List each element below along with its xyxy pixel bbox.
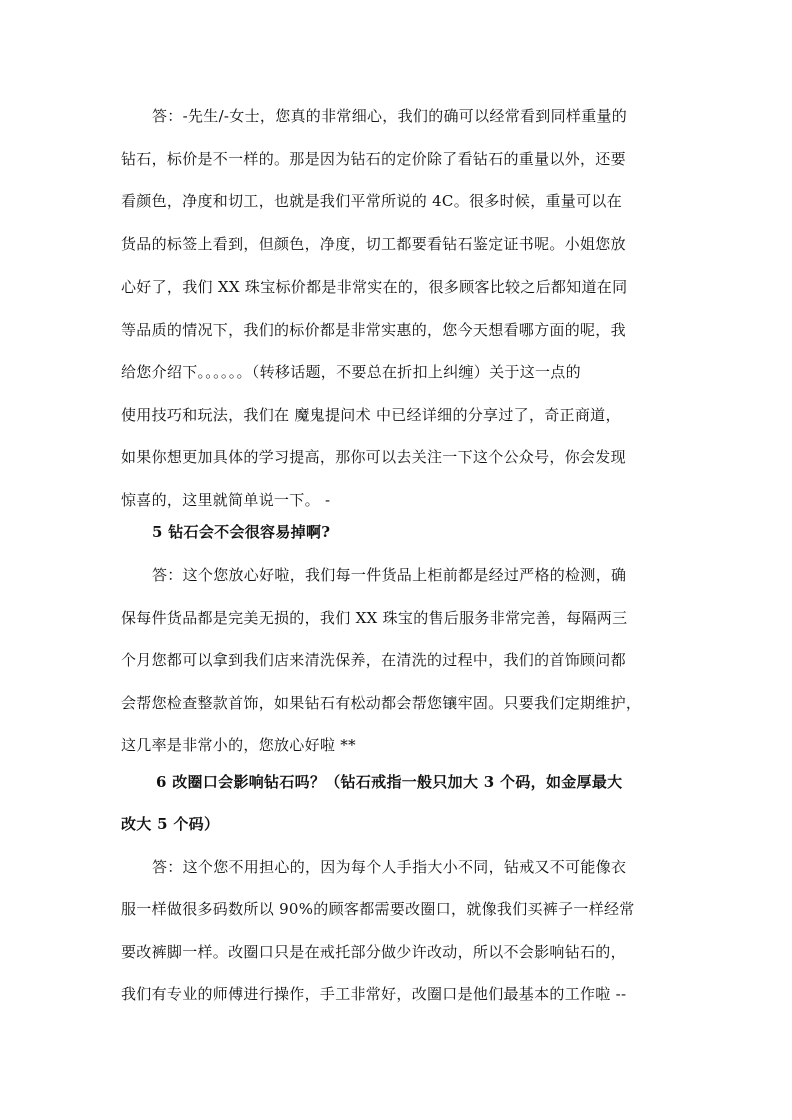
answer-4-line-1: 答：-先生/-女士，您真的非常细心，我们的确可以经常看到同样重量的	[152, 107, 628, 125]
question-5-heading: 5 钻石会不会很容易掉啊?	[152, 523, 331, 541]
answer-4-line-6: 等品质的情况下，我们的标价都是非常实惠的，您今天想看哪方面的呢，我	[121, 321, 626, 339]
question-6-heading-line-2: 改大 5 个码）	[121, 815, 220, 833]
answer-6-line-4: 我们有专业的师傅进行操作，手工非常好，改圈口是他们最基本的工作啦 --	[121, 985, 627, 1003]
answer-4-line-3: 看颜色，净度和切工，也就是我们平常所说的 4C。很多时候，重量可以在	[121, 192, 622, 210]
answer-5-line-4: 会帮您检查整款首饰，如果钻石有松动都会帮您镶牢固。只要我们定期维护，	[121, 694, 642, 712]
answer-5-line-3: 个月您都可以拿到我们店来清洗保养，在清洗的过程中，我们的首饰顾问都	[121, 651, 626, 669]
question-6-heading-line-1: 6 改圈口会影响钻石吗？（钻石戒指一般只加大 3 个码，如金厚最大	[156, 773, 623, 791]
answer-6-line-1: 答：这个您不用担心的，因为每个人手指大小不同，钻戒又不可能像衣	[152, 858, 627, 876]
answer-5-line-2: 保每件货品都是完美无损的，我们 XX 珠宝的售后服务非常完善，每隔两三	[121, 609, 628, 627]
answer-4-line-9: 如果你想更加具体的学习提高，那你可以去关注一下这个公众号，你会发现	[121, 448, 626, 466]
answer-4-line-4: 货品的标签上看到，但颜色，净度，切工都要看钻石鉴定证书呢。小姐您放	[121, 235, 626, 253]
answer-4-line-5: 心好了，我们 XX 珠宝标价都是非常实在的，很多顾客比较之后都知道在同	[121, 278, 628, 296]
answer-5-line-1: 答：这个您放心好啦，我们每一件货品上柜前都是经过严格的检测，确	[152, 566, 627, 584]
answer-6-line-2: 服一样做很多码数所以 90%的顾客都需要改圈口，就像我们买裤子一样经常	[121, 900, 635, 918]
answer-5-line-5: 这几率是非常小的，您放心好啦 **	[121, 736, 356, 754]
answer-4-line-10: 惊喜的，这里就简单说一下。 -	[121, 491, 331, 509]
answer-4-line-2: 钻石，标价是不一样的。那是因为钻石的定价除了看钻石的重量以外，还要	[121, 150, 626, 168]
answer-6-line-3: 要改裤脚一样。改圈口只是在戒托部分做少许改动，所以不会影响钻石的，	[121, 943, 626, 961]
answer-4-line-7: 给您介绍下。。。。。。（转移话题，不要总在折扣上纠缠）关于这一点的	[121, 363, 581, 381]
answer-4-line-8: 使用技巧和玩法，我们在 魔鬼提问术 中已经详细的分享过了，奇正商道，	[121, 406, 621, 424]
